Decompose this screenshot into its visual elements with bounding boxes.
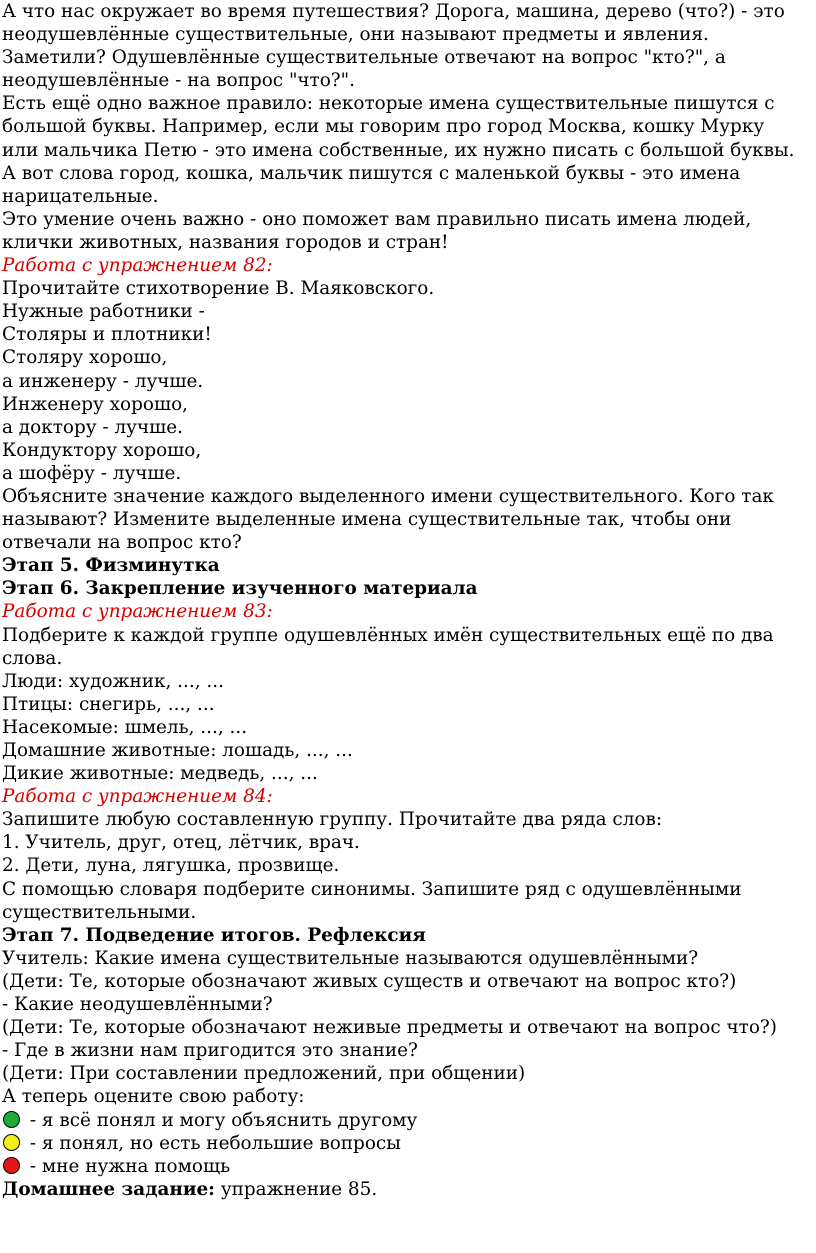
poem-line: а доктору - лучше. (2, 416, 183, 438)
rating-text: - мне нужна помощь (24, 1155, 231, 1177)
text-line: Насекомые: шмель, ..., ... (2, 716, 248, 738)
text-line: существительными. (2, 901, 197, 923)
exercise-heading: Работа с упражнением 82: (2, 255, 273, 277)
exercise-83 (2, 600, 816, 785)
text-line: Домашние животные: лошадь, ..., ... (2, 740, 353, 761)
homework-label: Домашнее задание: (2, 1178, 215, 1200)
text-line: 2. Дети, луна, лягушка, прозвище. (2, 855, 340, 877)
text-line: Подберите к каждой группе одушевлённых имён существительных ещё по два (2, 624, 774, 646)
poem-line: Кондуктору хорошо, (2, 439, 202, 461)
reflection-section (2, 947, 816, 1109)
self-assessment-list (2, 1109, 816, 1178)
text-line: Это умение очень важно - оно поможет вам правильно писать имена людей, (2, 208, 752, 230)
poem-line: Инженеру хорошо, (2, 393, 188, 415)
text-line: называют? Измените выделенные имена существительные так, чтобы они (2, 509, 732, 531)
red-circle-icon (3, 1157, 20, 1174)
green-circle-icon (3, 1111, 20, 1128)
stage-5-heading: Этап 5. Физминутка (2, 555, 220, 577)
text-line: (Дети: При составлении предложений, при общении) (2, 1063, 526, 1085)
text-line: неодушевлённые - на вопрос "что?". (2, 70, 355, 92)
rating-text: - я понял, но есть небольшие вопросы (24, 1132, 401, 1154)
text-line: Объясните значение каждого выделенного имени существительного. Кого так (2, 485, 774, 507)
text-line: 1. Учитель, друг, отец, лётчик, врач. (2, 832, 360, 854)
text-line: Заметили? Одушевлённые существительные отвечают на вопрос "кто?", а (2, 47, 726, 69)
text-line: - Какие неодушевлёнными? (2, 994, 273, 1016)
homework-text: упражнение 85. (214, 1178, 378, 1200)
text-line: Дикие животные: медведь, ..., ... (2, 763, 318, 785)
stage-6-heading: Этап 6. Закрепление изученного материала (2, 578, 478, 600)
poem-line: а шофёру - лучше. (2, 462, 182, 484)
rating-item-red (2, 1155, 816, 1178)
text-line: клички животных, названия городов и стран! (2, 231, 449, 253)
stage-7-heading: Этап 7. Подведение итогов. Рефлексия (2, 924, 426, 946)
yellow-circle-icon (3, 1134, 20, 1151)
text-line: большой буквы. Например, если мы говорим про город Москва, кошку Мурку (2, 116, 765, 138)
rating-item-yellow (2, 1132, 816, 1155)
text-line: неодушевлённые существительные, они называют предметы и явления. (2, 24, 709, 46)
text-line: А что нас окружает во время путешествия? Дорога, машина, дерево (что?) - это (2, 1, 785, 22)
poem-line: а инженеру - лучше. (2, 370, 204, 392)
text-line: Есть ещё одно важное правило: некоторые имена существительные пишутся с (2, 93, 775, 115)
poem-line: Столяры и плотники! (2, 324, 212, 346)
text-line: - Где в жизни нам пригодится это знание? (2, 1040, 418, 1062)
exercise-heading: Работа с упражнением 84: (2, 786, 273, 808)
rating-item-green (2, 1109, 816, 1132)
text-line: А вот слова город, кошка, мальчик пишутся с маленькой буквы - это имена (2, 162, 741, 184)
text-line: С помощью словаря подберите синонимы. Запишите ряд с одушевлёнными (2, 878, 742, 900)
text-line: А теперь оцените свою работу: (2, 1086, 305, 1108)
homework-line (2, 1178, 816, 1201)
poem-line: Нужные работники - (2, 301, 205, 323)
text-line: слова. (2, 647, 63, 669)
intro-paragraph (2, 0, 816, 254)
text-line: (Дети: Те, которые обозначают неживые предметы и отвечают на вопрос что?) (2, 1017, 777, 1039)
text-line: Птицы: снегирь, ..., ... (2, 693, 215, 715)
text-line: (Дети: Те, которые обозначают живых существ и отвечают на вопрос кто?) (2, 970, 737, 992)
text-line: Прочитайте стихотворение В. Маяковского. (2, 278, 435, 300)
text-line: Люди: художник, ..., ... (2, 670, 224, 692)
exercise-84 (2, 785, 816, 924)
text-line: нарицательные. (2, 185, 159, 207)
text-line: или мальчика Петю - это имена собственные, их нужно писать с большой буквы. (2, 139, 795, 161)
rating-text: - я всё понял и могу объяснить другому (24, 1109, 418, 1131)
text-line: Учитель: Какие имена существительные называются одушевлёнными? (2, 947, 699, 969)
text-line: Запишите любую составленную группу. Прочитайте два ряда слов: (2, 809, 663, 831)
poem-line: Столяру хорошо, (2, 347, 168, 369)
exercise-82 (2, 254, 816, 554)
text-line: отвечали на вопрос кто? (2, 532, 242, 554)
exercise-heading: Работа с упражнением 83: (2, 601, 273, 623)
